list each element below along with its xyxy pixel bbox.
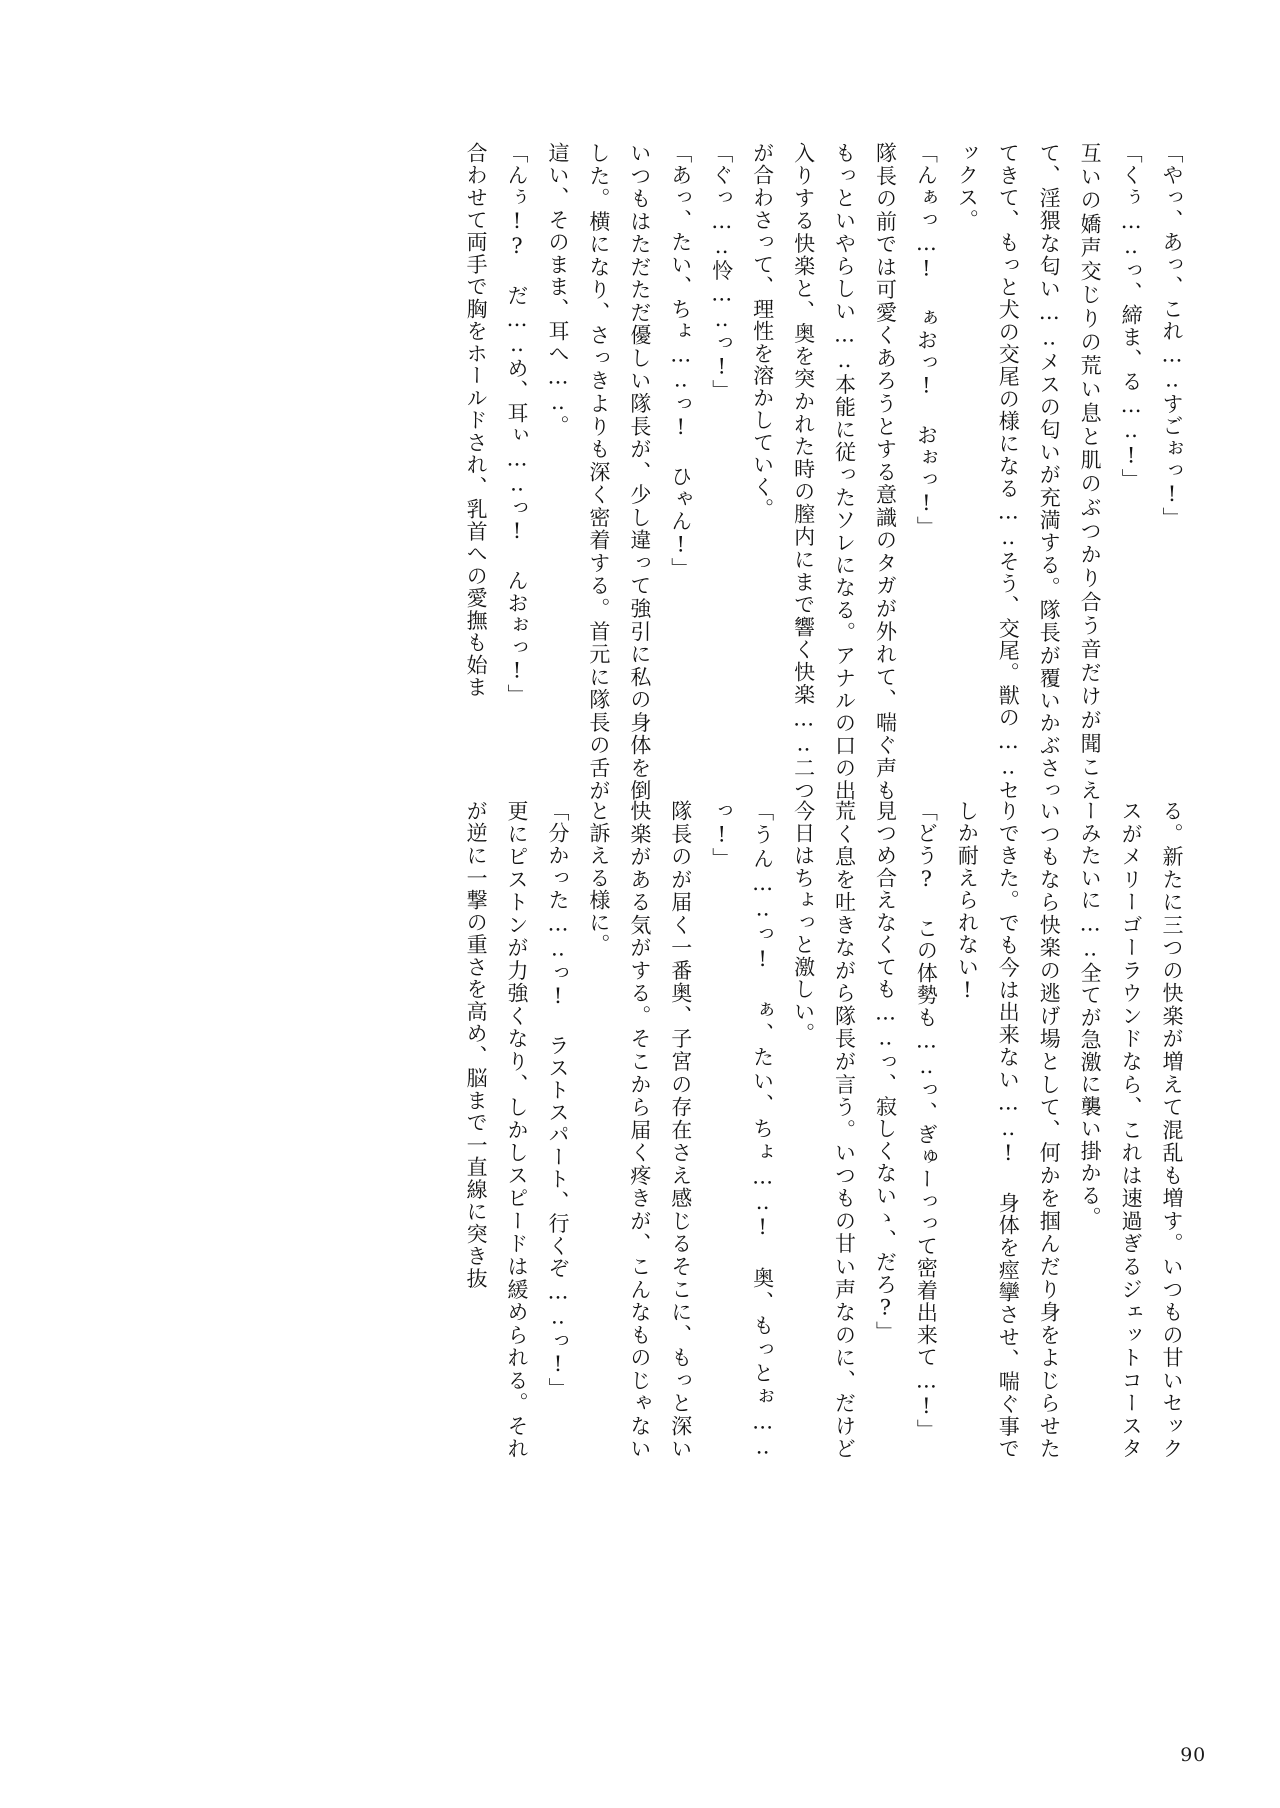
paragraph: 「くぅ…‥っ、締ま、る…‥!」 [1119, 142, 1144, 491]
lower-text-column [342, 800, 1192, 1460]
paragraph: いつもなら快楽の逃げ場として、何かを掴んだり身をよじらせたりできた。でも今は出来ない…‥! 身体を痙攣させ、喘ぐ事でしか耐えられない! [955, 800, 1062, 1460]
paragraph: いつもはただただ優しい隊長が、少し違って強引に私の身体を倒した。横になり、さっきよりも深く密着する。首元に隊長の舌が這い、そのまま、耳へ…‥。 [545, 142, 652, 802]
paragraph: 「やっ、あっ、これ…‥すごぉっ!」 [1160, 142, 1184, 530]
paragraph: 合わせて両手で胸をホールドされ、乳首への愛撫も始ま [464, 142, 489, 699]
paragraph: 見つめ合えなくても…‥っ、寂しくないゝ、だろ?」 [873, 800, 898, 1344]
paragraph: 隊長のが届く一番奥、子宮の存在さえ感じるそこに、もっと深い快楽がある気がする。そこから届く疼きが、こんなものじゃないと訴える様に。 [586, 800, 693, 1460]
paragraph: 「あっ、たい、ちょ…‥っ! ひゃん!」 [668, 142, 693, 580]
paragraph: 更にピストンが力強くなり、しかしスピードは緩められる。それが逆に一撃の重さを高め、脳まで一直線に突き抜 [464, 800, 529, 1460]
page-number: 90 [1180, 1744, 1206, 1766]
paragraph: 「んぁっ…! ぁおっ! おぉっ!」 [914, 142, 939, 539]
paragraph: 「分かった…‥っ! ラストスパート、行くぞ…‥っ!」 [545, 800, 570, 1400]
paragraph: 互いの嬌声交じりの荒い息と肌のぶつかり合う音だけが聞こえて、淫猥な匂い…‥メスの匂いが充満する。隊長が覆いかぶさってきて、もっと犬の交尾の様になる…‥そう、交尾。獣の…‥セックス。 [955, 142, 1103, 802]
paragraph: 「ぐっ…‥怜…‥っ!」 [709, 142, 734, 402]
paragraph: 「うん…‥っ! ぁ、たい、ちょ…‥! 奥、もっとぉ…‥っ!」 [709, 800, 775, 1460]
upper-text-column [342, 142, 1192, 802]
paragraph: 荒く息を吐きながら隊長が言う。いつもの甘い声なのに、だけど今日はちょっと激しい。 [791, 800, 857, 1460]
paragraph: 隊長の前では可愛くあろうとする意識のタガが外れて、喘ぐ声ももっといやらしい…‥本能に従ったソレになる。アナルの口の出入りする快楽と、奥を突かれた時の膣内にまで響く快楽…‥二つが合わさって、理性を溶かしていく。 [750, 142, 898, 802]
paragraph: 「んぅ!? だ…‥め、耳ぃ…‥っ! んおぉっ!」 [505, 142, 529, 707]
paragraph: る。新たに三つの快楽が増えて混乱も増す。いつもの甘いセックスがメリーゴーラウンドなら、これは速過ぎるジェットコースターみたいに…‥全てが急激に襲い掛かる。 [1078, 800, 1184, 1460]
paragraph: 「どう? この体勢も…‥っ、ぎゅーっって密着出来て…!」 [914, 800, 939, 1442]
